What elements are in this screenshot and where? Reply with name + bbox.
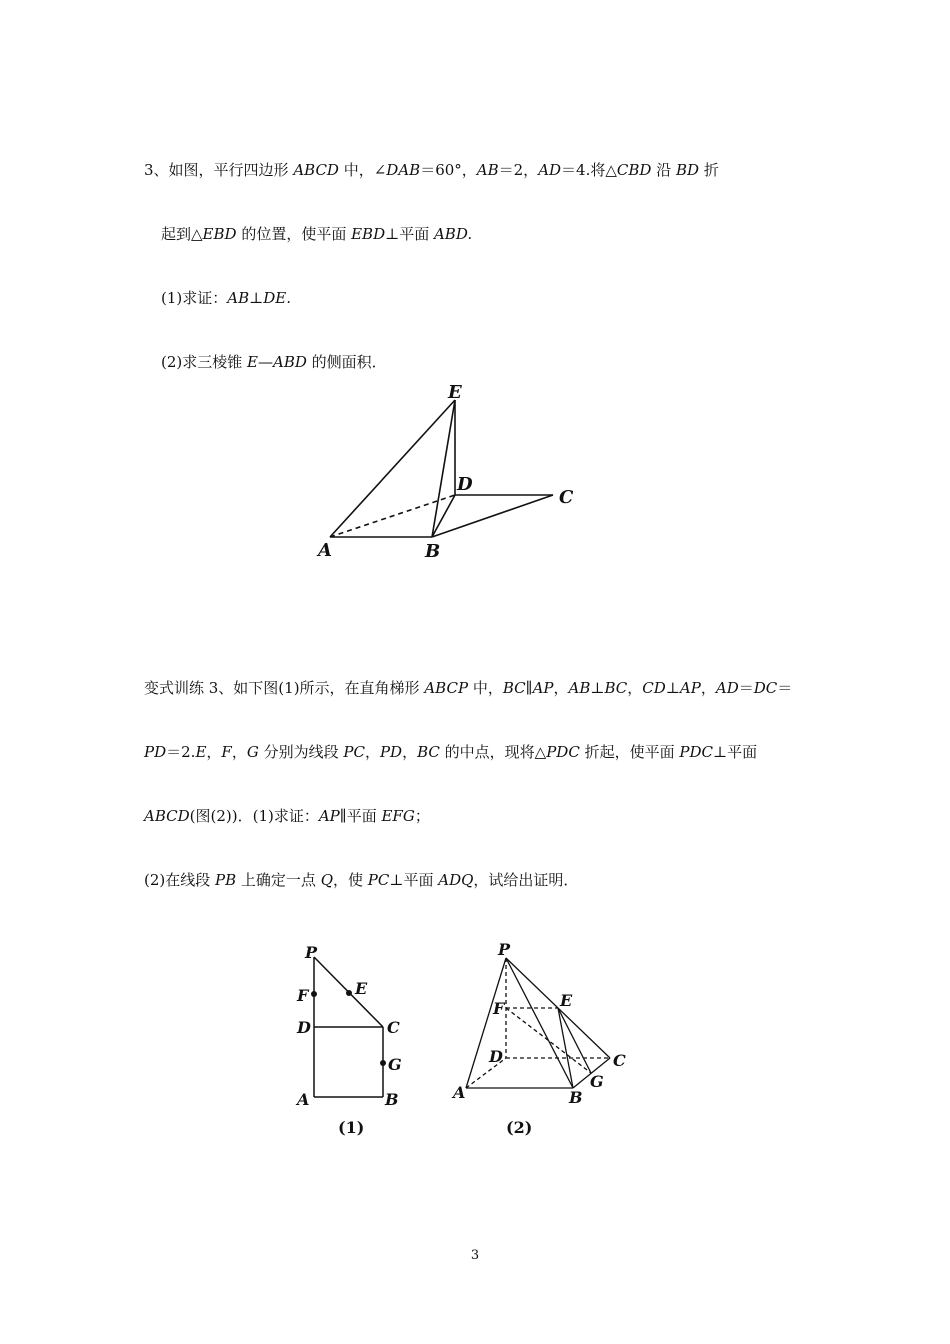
text-run: ，使 <box>333 871 368 889</box>
label-G: G <box>590 1072 604 1091</box>
label-C: C <box>559 487 574 508</box>
math-term: DAB <box>386 161 421 179</box>
text-run: 折起，使平面 <box>579 743 680 761</box>
label-E: E <box>560 991 573 1010</box>
math-term: EBD <box>202 225 237 243</box>
label-D: D <box>297 1018 311 1037</box>
text-run: ∥ <box>525 679 533 697</box>
text-run: ＝4.将△ <box>561 161 617 179</box>
text-run: ＝2， <box>498 161 539 179</box>
math-term: CBD <box>616 161 652 179</box>
text-run: — <box>257 353 273 371</box>
text-run: (1)求证： <box>161 289 228 307</box>
problem3-statement-line1 <box>144 160 719 180</box>
text-run: 中， <box>468 679 503 697</box>
text-run: ＝ <box>738 679 754 697</box>
math-term: DE. <box>263 289 291 307</box>
point-G <box>380 1060 386 1066</box>
point-E <box>346 990 352 996</box>
math-term: PDC <box>546 743 580 761</box>
edge-AE <box>330 400 455 537</box>
edge-PB <box>506 958 573 1088</box>
text-run: ， <box>553 679 569 697</box>
text-run: ， <box>206 743 222 761</box>
label-F: F <box>297 986 309 1005</box>
label-E: E <box>355 979 368 998</box>
math-term: F <box>221 743 232 761</box>
label-B: B <box>425 541 441 562</box>
math-term: CD <box>642 679 666 697</box>
text-run: ＝ <box>777 679 793 697</box>
math-term: G <box>246 743 259 761</box>
math-term: BD <box>675 161 700 179</box>
text-run: 中，∠ <box>338 161 387 179</box>
text-run: 的中点，现将△ <box>439 743 547 761</box>
text-run: ； <box>414 807 430 825</box>
label-F: F <box>493 999 505 1018</box>
math-term: BC <box>417 743 440 761</box>
text-run: ⊥平面 <box>385 225 434 243</box>
text-run: 起到△ <box>161 225 203 243</box>
math-term: PDC <box>679 743 713 761</box>
text-run: ， <box>402 743 418 761</box>
edge-BE <box>432 400 455 537</box>
text-run: 沿 <box>651 161 676 179</box>
label-B: B <box>569 1088 583 1107</box>
edge-BD <box>432 495 455 537</box>
edge-BC <box>432 495 553 537</box>
edge-BC <box>573 1058 610 1088</box>
text-run: (2)在线段 <box>144 871 216 889</box>
edge-AD-hidden <box>466 1058 506 1088</box>
variant3-statement-line2 <box>144 742 757 762</box>
text-run: 折 <box>699 161 719 179</box>
math-term: AB <box>476 161 499 179</box>
text-run: ＝2. <box>166 743 196 761</box>
variant3-statement-line3 <box>144 806 430 826</box>
edge-FG-hidden <box>506 1008 591 1073</box>
text-run: 上确定一点 <box>236 871 321 889</box>
text-run: (图(2))．(1)求证： <box>189 807 319 825</box>
text-run: ， <box>627 679 643 697</box>
math-term: AP <box>532 679 554 697</box>
math-term: BC <box>502 679 526 697</box>
math-term: PC <box>343 743 365 761</box>
text-run: 变式训练 3、如下图(1)所示，在直角梯形 <box>144 679 425 697</box>
page-number: 3 <box>470 1248 480 1263</box>
edge-EB <box>558 1008 573 1088</box>
label-B: B <box>385 1090 399 1109</box>
math-term: AB <box>227 289 250 307</box>
math-term: DC <box>753 679 778 697</box>
math-term: E <box>247 353 258 371</box>
problem3-question2 <box>161 352 387 372</box>
label-C: C <box>613 1051 626 1070</box>
edge-PC <box>506 958 610 1058</box>
figure2-caption: (2) <box>506 1118 533 1137</box>
math-term: BC <box>604 679 628 697</box>
text-run: ∥平面 <box>339 807 382 825</box>
math-term: EBD <box>351 225 386 243</box>
label-G: G <box>388 1055 402 1074</box>
label-A: A <box>453 1083 466 1102</box>
variant3-statement-line4 <box>144 870 578 890</box>
text-run: ⊥ <box>249 289 264 307</box>
math-term: E <box>195 743 207 761</box>
text-run: ⊥平面 <box>389 871 439 889</box>
label-P: P <box>498 940 511 959</box>
math-term: EFG <box>381 807 415 825</box>
text-run: ， <box>364 743 380 761</box>
label-C: C <box>387 1018 400 1037</box>
math-term: ABD <box>272 353 307 371</box>
text-run: (2)求三棱锥 <box>161 353 248 371</box>
math-term: ABD. <box>433 225 473 243</box>
edge-EG <box>558 1008 591 1073</box>
math-term: ABCP <box>424 679 469 697</box>
point-F <box>311 991 317 997</box>
math-term: AP <box>679 679 701 697</box>
text-run: ，试给出证明． <box>473 871 579 889</box>
math-term: AB <box>568 679 591 697</box>
math-term: PC <box>367 871 390 889</box>
math-term: AP <box>318 807 340 825</box>
label-D: D <box>457 474 473 495</box>
label-E: E <box>448 382 462 403</box>
math-term: PD <box>379 743 403 761</box>
math-term: AD <box>538 161 562 179</box>
text-run: ， <box>231 743 247 761</box>
label-D: D <box>489 1047 503 1066</box>
math-term: AD <box>715 679 739 697</box>
edge-AD-hidden <box>330 495 455 537</box>
text-run: 的位置，使平面 <box>236 225 352 243</box>
text-run: ⊥ <box>665 679 680 697</box>
edge-PA <box>466 958 506 1088</box>
text-run: ＝60°， <box>420 161 477 179</box>
problem3-statement-line2 <box>161 224 472 244</box>
edge-PC <box>314 957 383 1027</box>
label-A: A <box>318 540 332 561</box>
text-run: ⊥ <box>590 679 605 697</box>
label-P: P <box>305 943 318 962</box>
math-term: Q <box>320 871 334 889</box>
text-run: ， <box>700 679 716 697</box>
math-term: PB <box>215 871 237 889</box>
math-term: PD <box>144 743 167 761</box>
text-run: ⊥平面 <box>712 743 758 761</box>
text-run: 3、如图，平行四边形 <box>144 161 294 179</box>
math-term: ABCD <box>144 807 190 825</box>
variant3-statement-line1 <box>144 678 792 698</box>
text-run: 的侧面积． <box>306 353 387 371</box>
figure1-caption: (1) <box>338 1118 365 1137</box>
label-A: A <box>297 1090 310 1109</box>
text-run: 分别为线段 <box>258 743 344 761</box>
math-term: ADQ <box>438 871 474 889</box>
problem3-question1 <box>161 288 291 308</box>
math-term: ABCD <box>293 161 339 179</box>
